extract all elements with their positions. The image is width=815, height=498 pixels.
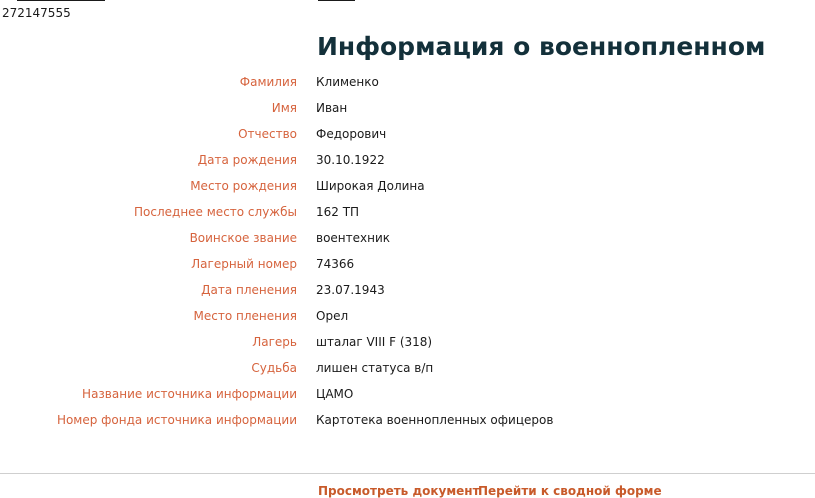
field-value: 23.07.1943	[316, 283, 385, 297]
field-label: Лагерный номер	[191, 257, 297, 271]
field-row-patronymic	[0, 121, 815, 147]
field-label: Место пленения	[193, 309, 297, 323]
field-row-surname	[0, 69, 815, 95]
footer-divider	[0, 473, 815, 474]
field-value: Картотека военнопленных офицеров	[316, 413, 554, 427]
field-value: 74366	[316, 257, 355, 271]
field-label: Место рождения	[190, 179, 297, 193]
field-value: Клименко	[316, 75, 379, 89]
field-row-camp	[0, 329, 815, 355]
go-to-summary-link[interactable]: Перейти к сводной форме	[478, 484, 662, 498]
record-id: 272147555	[2, 6, 71, 20]
field-label: Дата рождения	[197, 153, 297, 167]
field-label: Название источника информации	[82, 387, 297, 401]
top-link-underline-2	[318, 0, 355, 1]
field-row-capture-place	[0, 303, 815, 329]
field-value: воентехник	[316, 231, 391, 245]
field-label: Фамилия	[239, 75, 297, 89]
field-row-birth-date	[0, 147, 815, 173]
field-label: Дата пленения	[201, 283, 297, 297]
field-label: Имя	[271, 101, 297, 115]
field-value: 30.10.1922	[316, 153, 385, 167]
field-row-capture-date	[0, 277, 815, 303]
field-value: Широкая Долина	[316, 179, 425, 193]
field-value: Федорович	[316, 127, 387, 141]
view-document-link[interactable]: Просмотреть документ	[318, 484, 480, 498]
field-label: Последнее место службы	[134, 205, 297, 219]
field-value: Иван	[316, 101, 348, 115]
field-row-name	[0, 95, 815, 121]
field-row-source-fund	[0, 407, 815, 433]
field-row-birth-place	[0, 173, 815, 199]
field-label: Воинское звание	[189, 231, 297, 245]
field-row-rank	[0, 225, 815, 251]
field-value: Орел	[316, 309, 349, 323]
field-label: Судьба	[251, 361, 297, 375]
field-row-camp-number	[0, 251, 815, 277]
field-value: 162 ТП	[316, 205, 360, 219]
field-value: лишен статуса в/п	[316, 361, 434, 375]
field-value: шталаг VIII F (318)	[316, 335, 433, 349]
field-label: Номер фонда источника информации	[56, 413, 297, 427]
field-row-source-name	[0, 381, 815, 407]
top-link-underline	[17, 0, 105, 1]
field-label: Отчество	[238, 127, 297, 141]
page-title: Информация о военнопленном	[317, 32, 766, 61]
field-row-last-service	[0, 199, 815, 225]
field-label: Лагерь	[252, 335, 297, 349]
field-row-fate	[0, 355, 815, 381]
info-table	[0, 69, 815, 433]
field-value: ЦАМО	[316, 387, 354, 401]
